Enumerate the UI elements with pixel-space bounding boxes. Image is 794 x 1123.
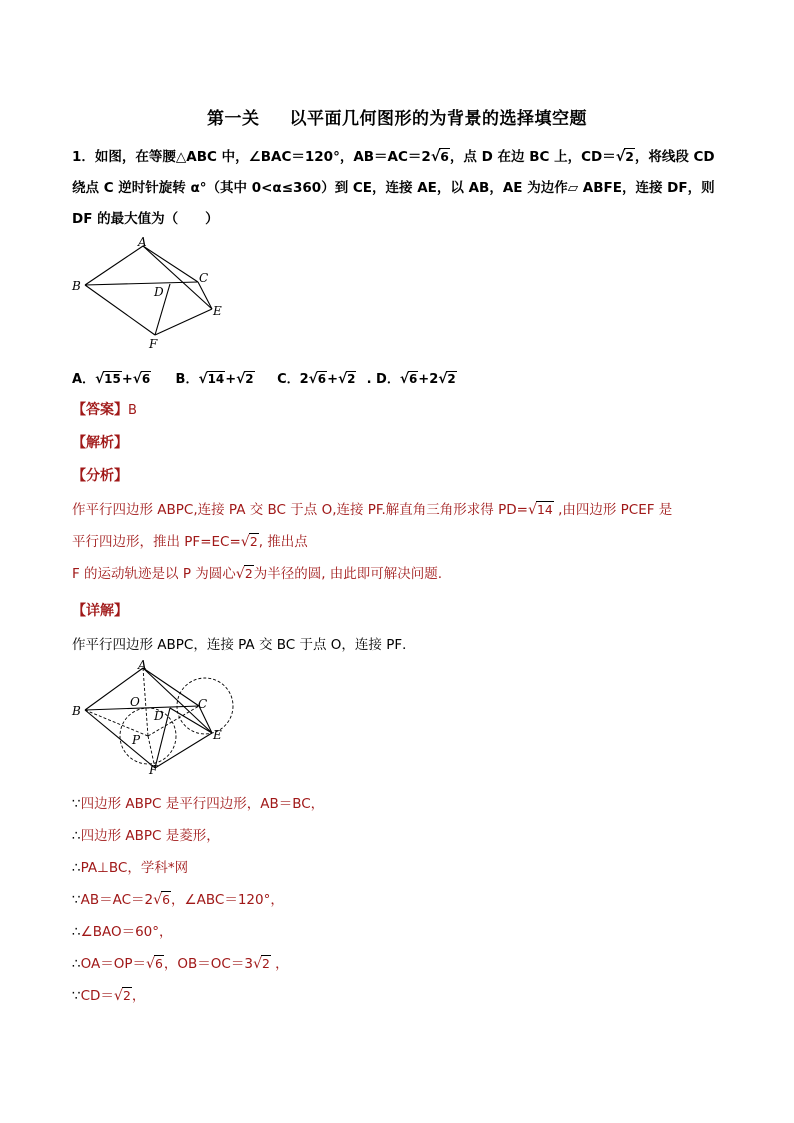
label-P: P <box>132 733 141 747</box>
step-4: ∵AB＝AC＝2√6，∠ABC＝120°， <box>72 892 284 908</box>
step-2: ∴四边形 ABPC 是菱形， <box>72 828 220 844</box>
sqrt: √2 <box>615 149 634 165</box>
question-line-3: DF 的最大值为（ ） <box>72 211 219 227</box>
question-line-2: 绕点 C 逆时针旋转 α°（其中 0<α≤360）到 CE，连接 AE，以 AB，AE 为边作▱ ABFE，连接 DF，则 <box>72 180 715 196</box>
label-F: F <box>149 763 158 777</box>
answer-value: B <box>128 403 137 418</box>
label-B: B <box>72 279 81 293</box>
label-D: D <box>154 709 164 723</box>
step-7: ∵CD＝√2， <box>72 988 146 1004</box>
fenxi-line-3: F 的运动轨迹是以 P 为圆心√2为半径的圆, 由此即可解决问题. <box>72 566 443 582</box>
answer: 【答案】B <box>72 402 137 418</box>
step-5: ∴∠BAO＝60°， <box>72 924 173 940</box>
label-C: C <box>199 271 209 285</box>
label-A: A <box>138 658 147 672</box>
fenxi-line-2: 平行四边形，推出 PF=EC=√2, 推出点 <box>72 534 308 550</box>
label-O: O <box>130 695 140 709</box>
label-F: F <box>149 337 158 351</box>
label-C: C <box>198 697 208 711</box>
analysis-label: 【解析】 <box>72 435 128 451</box>
label-D: D <box>154 285 164 299</box>
page-title <box>0 104 794 129</box>
question-line-1: 1．如图，在等腰△ABC 中，∠BAC＝120°，AB＝AC＝2√6，点 D 在边 BC 上，CD＝√2，将线段 CD <box>72 149 715 165</box>
label-A: A <box>138 235 147 249</box>
title-part1: 第一关 <box>207 109 260 129</box>
figure-2 <box>60 658 240 778</box>
choice-D: . D．√6+2√2 <box>366 371 456 387</box>
step-1: ∵四边形 ABPC 是平行四边形，AB＝BC， <box>72 796 325 812</box>
fenxi-line-1: 作平行四边形 ABPC,连接 PA 交 BC 于点 O,连接 PF.解直角三角形求得 PD=√14 ,由四边形 PCEF 是 <box>72 502 673 518</box>
label-B: B <box>72 704 81 718</box>
fenxi-label: 【分析】 <box>72 468 128 484</box>
step-6: ∴OA＝OP＝√6，OB＝OC＝3√2 ， <box>72 956 289 972</box>
title-part2: 以平面几何图形的为背景的选择填空题 <box>289 109 587 129</box>
figure-1 <box>60 232 240 357</box>
label-E: E <box>213 304 222 318</box>
label-E: E <box>213 728 222 742</box>
step-3: ∴PA⊥BC，学科*网 <box>72 860 189 876</box>
detail-label: 【详解】 <box>72 603 128 619</box>
detail-intro: 作平行四边形 ABPC，连接 PA 交 BC 于点 O，连接 PF． <box>72 637 416 653</box>
choice-B: B．√14+√2 <box>175 371 254 387</box>
choice-C: C．2√6+√2 <box>277 371 356 387</box>
sqrt: √6 <box>430 149 449 165</box>
choice-A: A．√15+√6 <box>72 371 151 387</box>
choices <box>72 368 457 387</box>
